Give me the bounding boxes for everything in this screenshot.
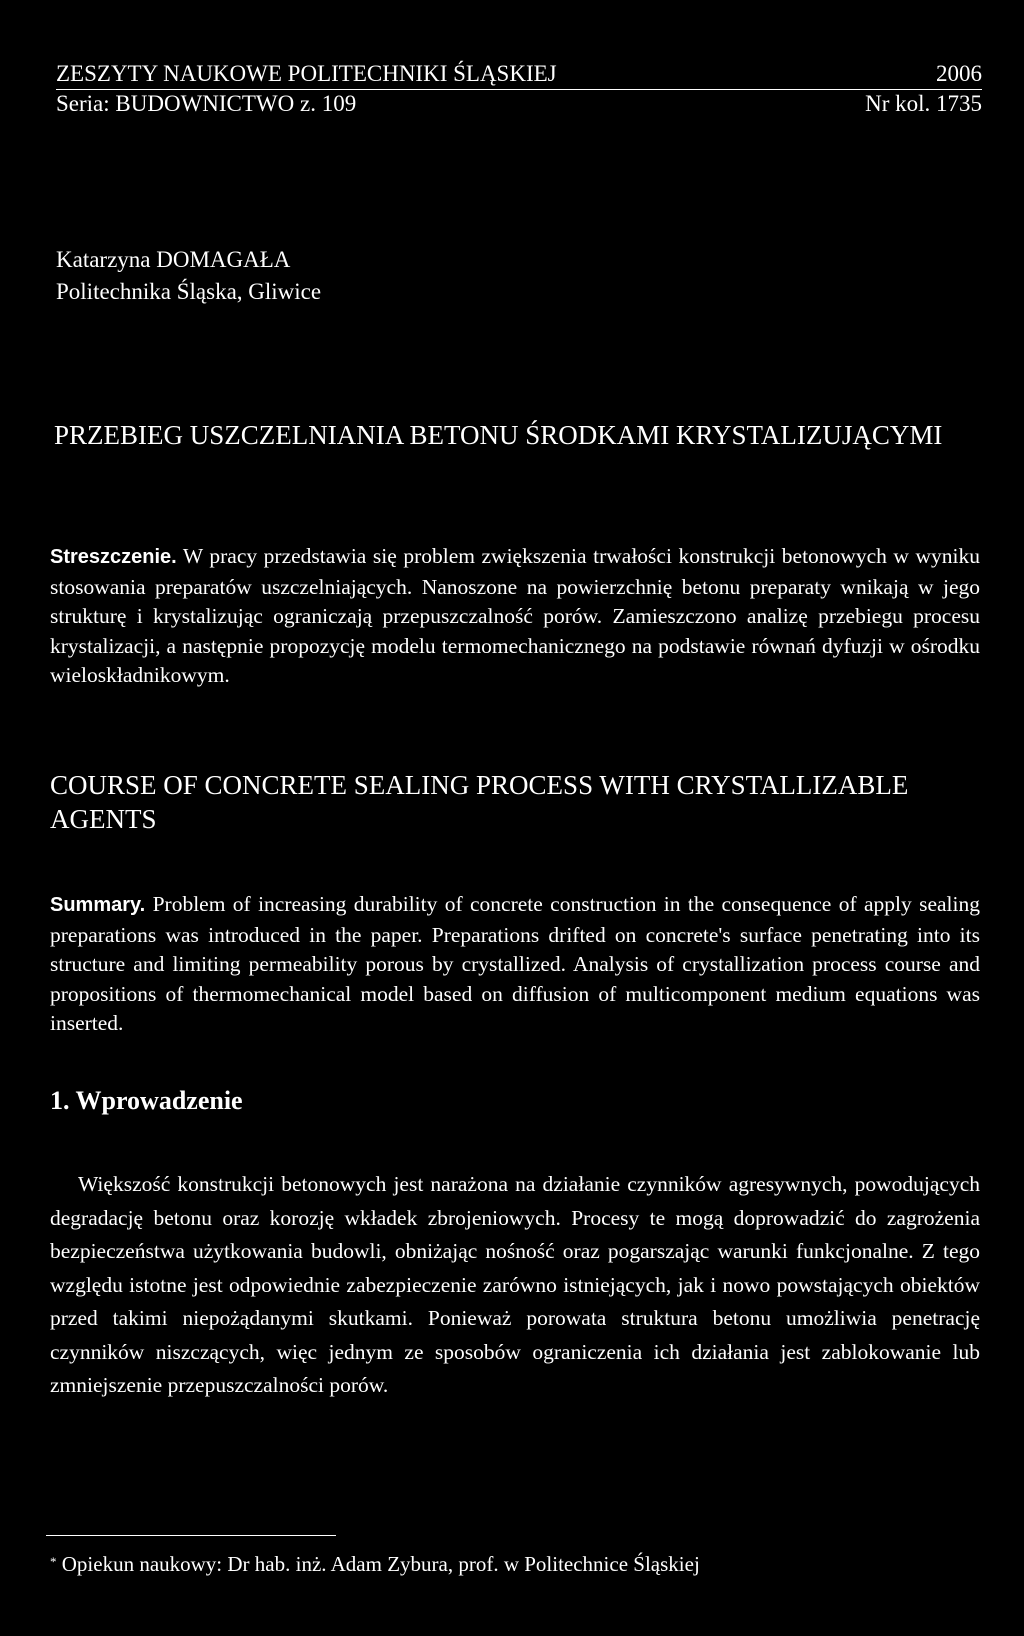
author-name: Katarzyna DOMAGAŁA: [56, 247, 291, 272]
introduction-paragraph: [50, 1168, 980, 1403]
abstract-english-label: Summary.: [50, 894, 146, 916]
footnote-marker: *: [50, 1554, 57, 1569]
abstract-english-text: Problem of increasing durability of concrete construction in the consequence of apply sealing preparations was introduced in the paper. Preparations drifted on concrete's surface penetrating into its structure and limiting permeability porous by crystallized. Analysis of crystallization process course and propositions of thermomechanical model based on diffusion of multicomponent medium equations was inserted.: [50, 892, 980, 1035]
author-block: [56, 244, 321, 308]
journal-name: ZESZYTY NAUKOWE POLITECHNIKI ŚLĄSKIEJ: [56, 61, 557, 86]
abstract-english: [50, 890, 980, 1039]
footnote: [50, 1550, 700, 1578]
header-row-series: [56, 90, 982, 118]
paper-title-polish: PRZEBIEG USZCZELNIANIA BETONU ŚRODKAMI KRYSTALIZUJĄCYMI: [54, 420, 943, 450]
journal-series: Seria: BUDOWNICTWO z. 109: [56, 91, 357, 116]
footnote-divider: [46, 1535, 336, 1536]
footnote-text: Opiekun naukowy: Dr hab. inż. Adam Zybura, prof. w Politechnice Śląskiej: [61, 1552, 700, 1576]
abstract-polish: [50, 542, 980, 691]
abstract-polish-text: W pracy przedstawia się problem zwiększenia trwałości konstrukcji betonowych w wyniku stosowania preparatów uszczelniających. Nanoszone na powierzchnię betonu preparaty wnikają w jego strukturę i krystalizując ograniczają przepuszczalność porów. Zamieszczono analizę przebiegu procesu krystalizacji, a następnie propozycję modelu termomechanicznego na podstawie równań dyfuzji w ośrodku wieloskładnikowym.: [50, 544, 980, 687]
abstract-polish-label: Streszczenie.: [50, 546, 177, 568]
header-row-journal: [56, 60, 982, 90]
introduction-paragraph-text: Większość konstrukcji betonowych jest narażona na działanie czynników agresywnych, powodujących degradację betonu oraz korozję wkładek zbrojeniowych. Procesy te mogą doprowadzić do zagrożenia bezpieczeństwa użytkowania budowli, obniżając nośność oraz pogarszając warunki funkcjonalne. Z tego względu istotne jest odpowiednie zabezpieczenie zarówno istniejących, jak i nowo powstających obiektów przed takimi niepożądanymi skutkami. Ponieważ porowata struktura betonu umożliwia penetrację czynników niszczących, więc jednym ze sposobów ograniczenia ich działania jest zablokowanie lub zmniejszenie przepuszczalności porów.: [50, 1172, 980, 1397]
section-heading-introduction: 1. Wprowadzenie: [50, 1086, 243, 1115]
journal-number: Nr kol. 1735: [865, 91, 982, 116]
journal-year: 2006: [936, 61, 982, 86]
paper-title-english: COURSE OF CONCRETE SEALING PROCESS WITH CRYSTALLIZABLE AGENTS: [50, 770, 909, 834]
running-header: [56, 60, 982, 118]
author-affiliation: Politechnika Śląska, Gliwice: [56, 279, 322, 304]
